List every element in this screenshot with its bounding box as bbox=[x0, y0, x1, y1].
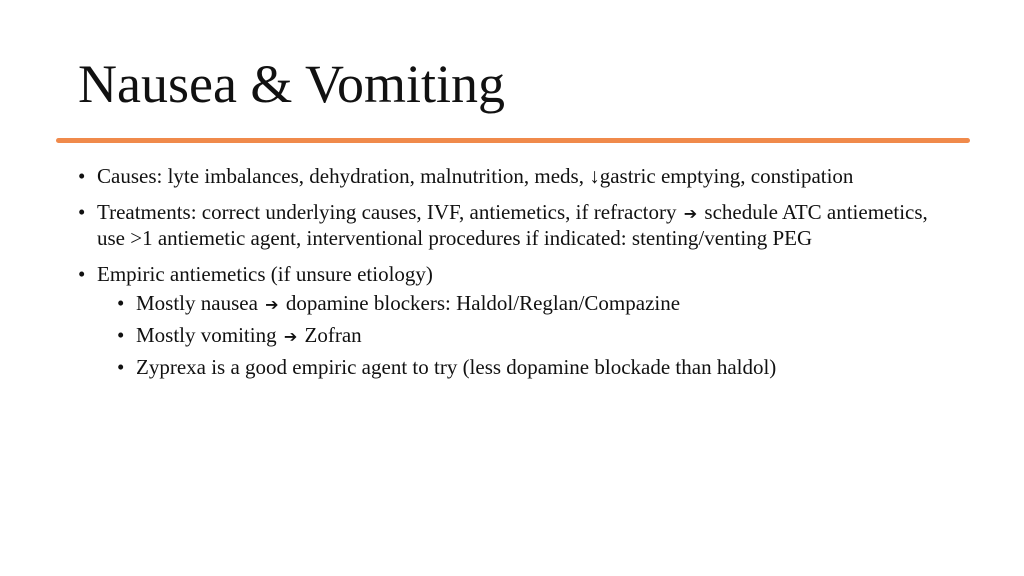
bullet-text: schedule ATC antiemetics, use >1 antiemetic agent, interventional procedures if indicated: stenting/venting PEG bbox=[97, 199, 928, 250]
sub-bullet-text: Mostly vomiting bbox=[136, 323, 277, 347]
bullet-text: Causes: lyte imbalances, dehydration, malnutrition, meds, ↓gastric emptying, constipation bbox=[97, 164, 854, 188]
bullet-text: Empiric antiemetics (if unsure etiology) bbox=[97, 261, 433, 286]
bullet-marker: • bbox=[117, 291, 125, 315]
bullet-marker: • bbox=[117, 323, 125, 347]
sub-bullet-list bbox=[117, 291, 958, 381]
bullet-list bbox=[78, 164, 958, 391]
slide-title: Nausea & Vomiting bbox=[78, 54, 505, 114]
bullet-marker: • bbox=[78, 164, 86, 188]
right-arrow-icon: ➔ bbox=[283, 327, 298, 346]
bullet-text: Treatments: correct underlying causes, IVF, antiemetics, if refractory bbox=[97, 199, 677, 224]
bullet-marker: • bbox=[78, 261, 86, 286]
title-underline bbox=[56, 138, 970, 143]
bullet-treatments bbox=[78, 200, 958, 252]
right-arrow-icon: ➔ bbox=[683, 203, 698, 223]
sub-bullet-text: Zofran bbox=[304, 323, 362, 347]
sub-bullet-vomiting bbox=[117, 323, 958, 350]
sub-bullet-text: dopamine blockers: Haldol/Reglan/Compazine bbox=[285, 291, 681, 315]
sub-bullet-text: Mostly nausea bbox=[136, 291, 258, 315]
sub-bullet-zyprexa bbox=[117, 355, 958, 381]
right-arrow-icon: ➔ bbox=[265, 295, 279, 314]
bullet-causes bbox=[78, 164, 958, 190]
sub-bullet-text: Zyprexa is a good empiric agent to try (less dopamine blockade than haldol) bbox=[136, 355, 777, 379]
bullet-empiric-antiemetics bbox=[78, 262, 958, 381]
sub-bullet-nausea bbox=[117, 291, 958, 318]
bullet-marker: • bbox=[78, 199, 86, 224]
bullet-marker: • bbox=[117, 355, 125, 379]
